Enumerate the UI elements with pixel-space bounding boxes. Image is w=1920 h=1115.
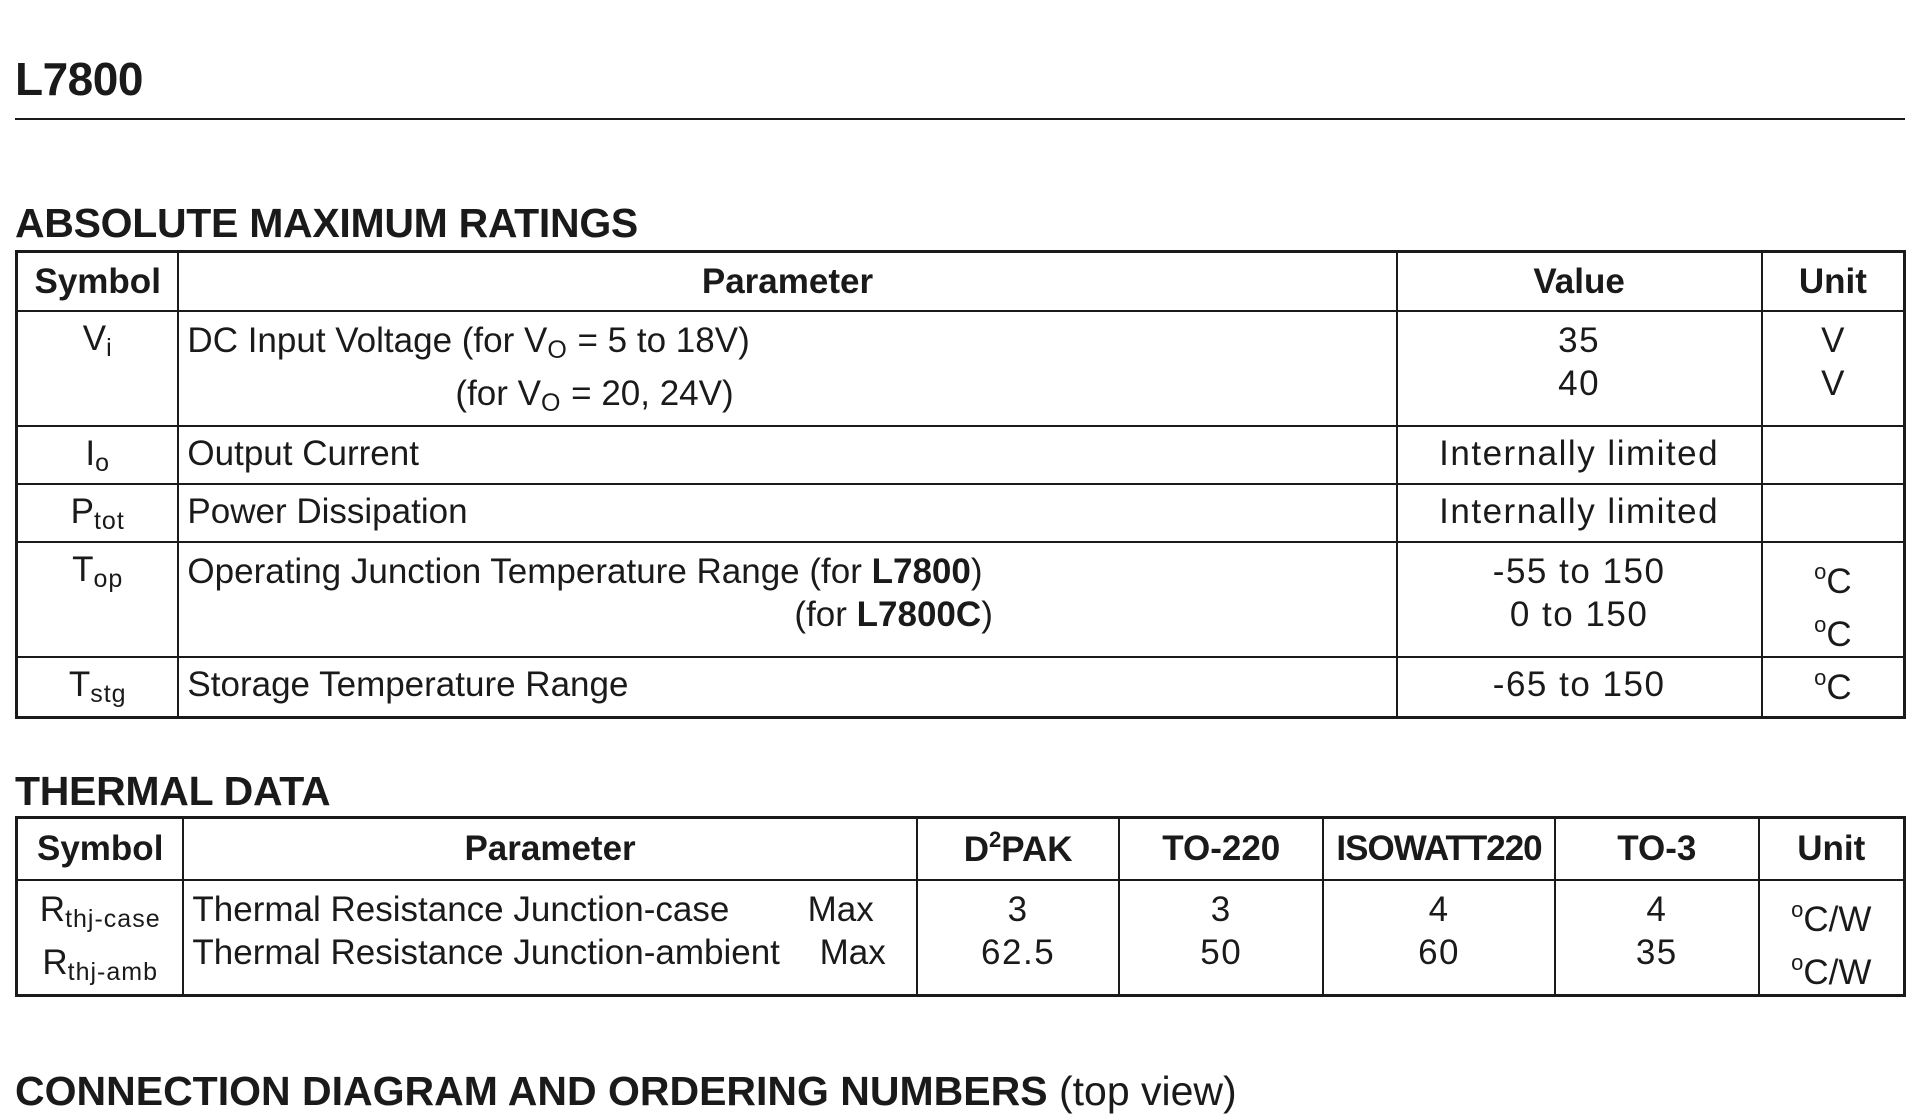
symbol-cell: $T_{stg}$ (17, 657, 179, 717)
value-cell: -55 to 150 0 to 150 (1397, 542, 1762, 657)
unit-cell (1762, 484, 1905, 542)
isowatt220-value-cell: 4 60 (1323, 880, 1555, 996)
parameter-cell: Output Current (178, 426, 1396, 484)
header-d2pak: $D^2PAK$ (917, 818, 1120, 880)
table-row (17, 311, 1905, 426)
d2pak-value-cell: 3 62.5 (917, 880, 1120, 996)
value-cell: Internally limited (1397, 484, 1762, 542)
to220-value-cell: 3 50 (1119, 880, 1323, 996)
table-row (17, 426, 1905, 484)
table-header-row (17, 252, 1905, 312)
header-value: Value (1397, 252, 1762, 312)
symbol-cell: $I_o$ (17, 426, 179, 484)
unit-cell: $^o$C/W $^o$C/W (1759, 880, 1905, 996)
header-to220: TO-220 (1119, 818, 1323, 880)
abs-max-table (15, 250, 1906, 719)
header-symbol: Symbol (17, 252, 179, 312)
header-parameter: Parameter (183, 818, 916, 880)
symbol-cell: $T_{op}$ (17, 542, 179, 657)
header-parameter: Parameter (178, 252, 1396, 312)
parameter-cell: Storage Temperature Range (178, 657, 1396, 717)
thermal-data-title: THERMAL DATA (15, 768, 331, 814)
header-to3: TO-3 (1555, 818, 1759, 880)
symbol-cell: $P_{tot}$ (17, 484, 179, 542)
unit-cell: $^o$C (1762, 657, 1905, 717)
unit-cell: $^o$C $^o$C (1762, 542, 1905, 657)
value-cell: 35 40 (1397, 311, 1762, 426)
value-cell: Internally limited (1397, 426, 1762, 484)
header-isowatt220: ISOWATT220 (1323, 818, 1555, 880)
unit-cell (1762, 426, 1905, 484)
table-row (17, 657, 1905, 717)
value-cell: -65 to 150 (1397, 657, 1762, 717)
parameter-cell: Power Dissipation (178, 484, 1396, 542)
header-unit: Unit (1759, 818, 1905, 880)
parameter-cell: Thermal Resistance Junction-case Max Thermal Resistance Junction-ambient Max (183, 880, 916, 996)
table-header-row (17, 818, 1905, 880)
abs-max-title: ABSOLUTE MAXIMUM RATINGS (15, 200, 638, 246)
title-rule (15, 118, 1905, 120)
parameter-cell: Operating Junction Temperature Range (for L7800) (for L7800C) (178, 542, 1396, 657)
thermal-data-table (15, 816, 1906, 997)
header-symbol: Symbol (17, 818, 184, 880)
document-title: L7800 (15, 53, 143, 105)
symbol-cell: $V_i$ (17, 311, 179, 426)
table-row (17, 880, 1905, 996)
unit-cell: V V (1762, 311, 1905, 426)
parameter-cell: DC Input Voltage (for $V_O = 5$ to 18V) (for $V_O = 20$, 24V) (178, 311, 1396, 426)
header-unit: Unit (1762, 252, 1905, 312)
connection-diagram-title: CONNECTION DIAGRAM AND ORDERING NUMBERS (top view) (15, 1068, 1237, 1114)
symbol-cell: $R_{thj-case}$ $R_{thj-amb}$ (17, 880, 184, 996)
to3-value-cell: 4 35 (1555, 880, 1759, 996)
table-row (17, 484, 1905, 542)
table-row (17, 542, 1905, 657)
